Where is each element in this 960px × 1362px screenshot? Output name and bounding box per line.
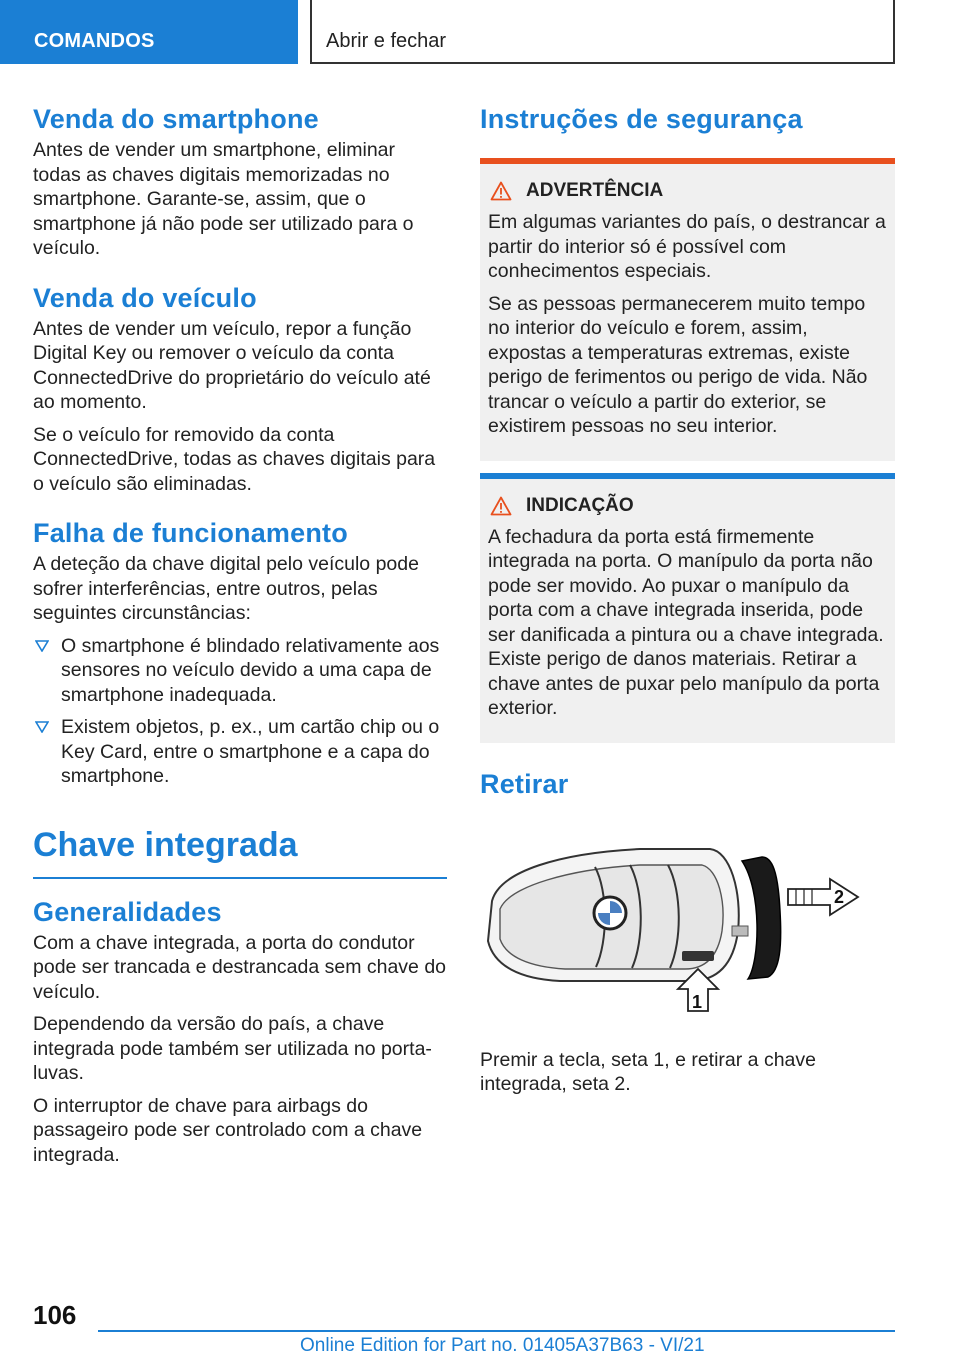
heading-safety: Instruções de segurança (480, 104, 803, 134)
malfunction-list (33, 634, 447, 789)
warning-text-1: Em algumas variantes do país, o destrancar a partir do interior só é possível com conhecimentos especiais. (488, 211, 886, 282)
heading-sell-smartphone: Venda do smartphone (33, 104, 319, 134)
warning-text-2: Se as pessoas permanecerem muito tempo no interior do veículo e forem, assim, expostas a temperaturas extremas, existe perigo de ferimentos ou perigo de vida. Não trancar o veículo a partir do exterior, se existirem pessoas no seu interior. (488, 292, 868, 437)
text-malfunction-intro: A deteção da chave digital pelo veículo pode sofrer interferências, entre outros, pelas seguintes circunstâncias: (33, 553, 419, 624)
warning-title (488, 180, 887, 202)
warning-box (480, 158, 895, 461)
footer-edition: Online Edition for Part no. 01405A37B63 - VI/21 (300, 1335, 705, 1356)
footer-divider (98, 1330, 895, 1332)
arrow-2-label: 2 (834, 886, 845, 907)
warning-label: ADVERTÊNCIA (526, 180, 664, 201)
text-general-3: O interruptor de chave para airbags do passageiro pode ser controlado com a chave integrada. (33, 1094, 423, 1166)
remove-caption: Premir a tecla, seta 1, e retirar a chave integrada, seta 2. (480, 1048, 816, 1095)
heading-malfunction: Falha de funcionamento (33, 518, 348, 548)
text-sell-vehicle-2: Se o veículo for removido da conta ConnectedDrive, todas as chaves digitais para o veículo são eliminadas. (33, 423, 436, 495)
text-sell-smartphone: Antes de vender um smartphone, eliminar todas as chaves digitais memorizadas no smartphone. Garante-se, assim, que o smartphone já não pode ser utilizado para o veículo. (33, 139, 414, 259)
warning-triangle-icon (490, 181, 512, 201)
right-column (480, 100, 895, 1097)
note-box (480, 473, 895, 743)
bullet-triangle-icon (35, 721, 49, 733)
note-text: A fechadura da porta está firmemente integrada na porta. O manípulo da porta não pode ser movido. Ao puxar o manípulo da porta com a chave integrada inserida, pode ser danificada a pintura ou a chave integrada. Existe perigo de danos materiais. Retirar a chave antes de puxar pelo manípulo da porta exterior. (488, 525, 884, 719)
subsection-frame (310, 0, 895, 64)
key-fob-drawing (480, 831, 895, 1016)
note-label: INDICAÇÃO (526, 494, 634, 516)
text-general-1: Com a chave integrada, a porta do condutor pode ser trancada e destrancada sem chave do veículo. (33, 931, 447, 1003)
page-number: 106 (33, 1300, 77, 1330)
section-tab (0, 0, 298, 64)
list-item-text: Existem objetos, p. ex., um cartão chip ou o Key Card, entre o smartphone e a capa do smartphone. (61, 716, 440, 787)
heading-general: Generalidades (33, 896, 222, 927)
left-column (33, 100, 447, 1167)
note-title (488, 495, 887, 517)
text-general-2: Dependendo da versão do país, a chave integrada pode também ser utilizada no porta-luvas. (33, 1013, 432, 1084)
chapter-title: Chave integrada (33, 823, 447, 879)
list-item (33, 715, 447, 789)
bullet-triangle-icon (35, 640, 49, 652)
arrow-1-label: 1 (692, 991, 703, 1012)
text-sell-vehicle-1: Antes de vender um veículo, repor a função Digital Key ou remover o veículo da conta ConnectedDrive do proprietário do veículo até ao momento. (33, 317, 431, 413)
section-title: COMANDOS (34, 30, 155, 52)
heading-sell-vehicle: Venda do veículo (33, 282, 257, 313)
warning-triangle-icon (490, 496, 512, 516)
list-item (33, 634, 447, 708)
subsection-title: Abrir e fechar (326, 30, 447, 52)
key-illustration (480, 831, 895, 1016)
heading-remove: Retirar (480, 768, 569, 799)
list-item-text: O smartphone é blindado relativamente aos sensores no veículo devido a uma capa de smartphone inadequada. (61, 634, 440, 706)
